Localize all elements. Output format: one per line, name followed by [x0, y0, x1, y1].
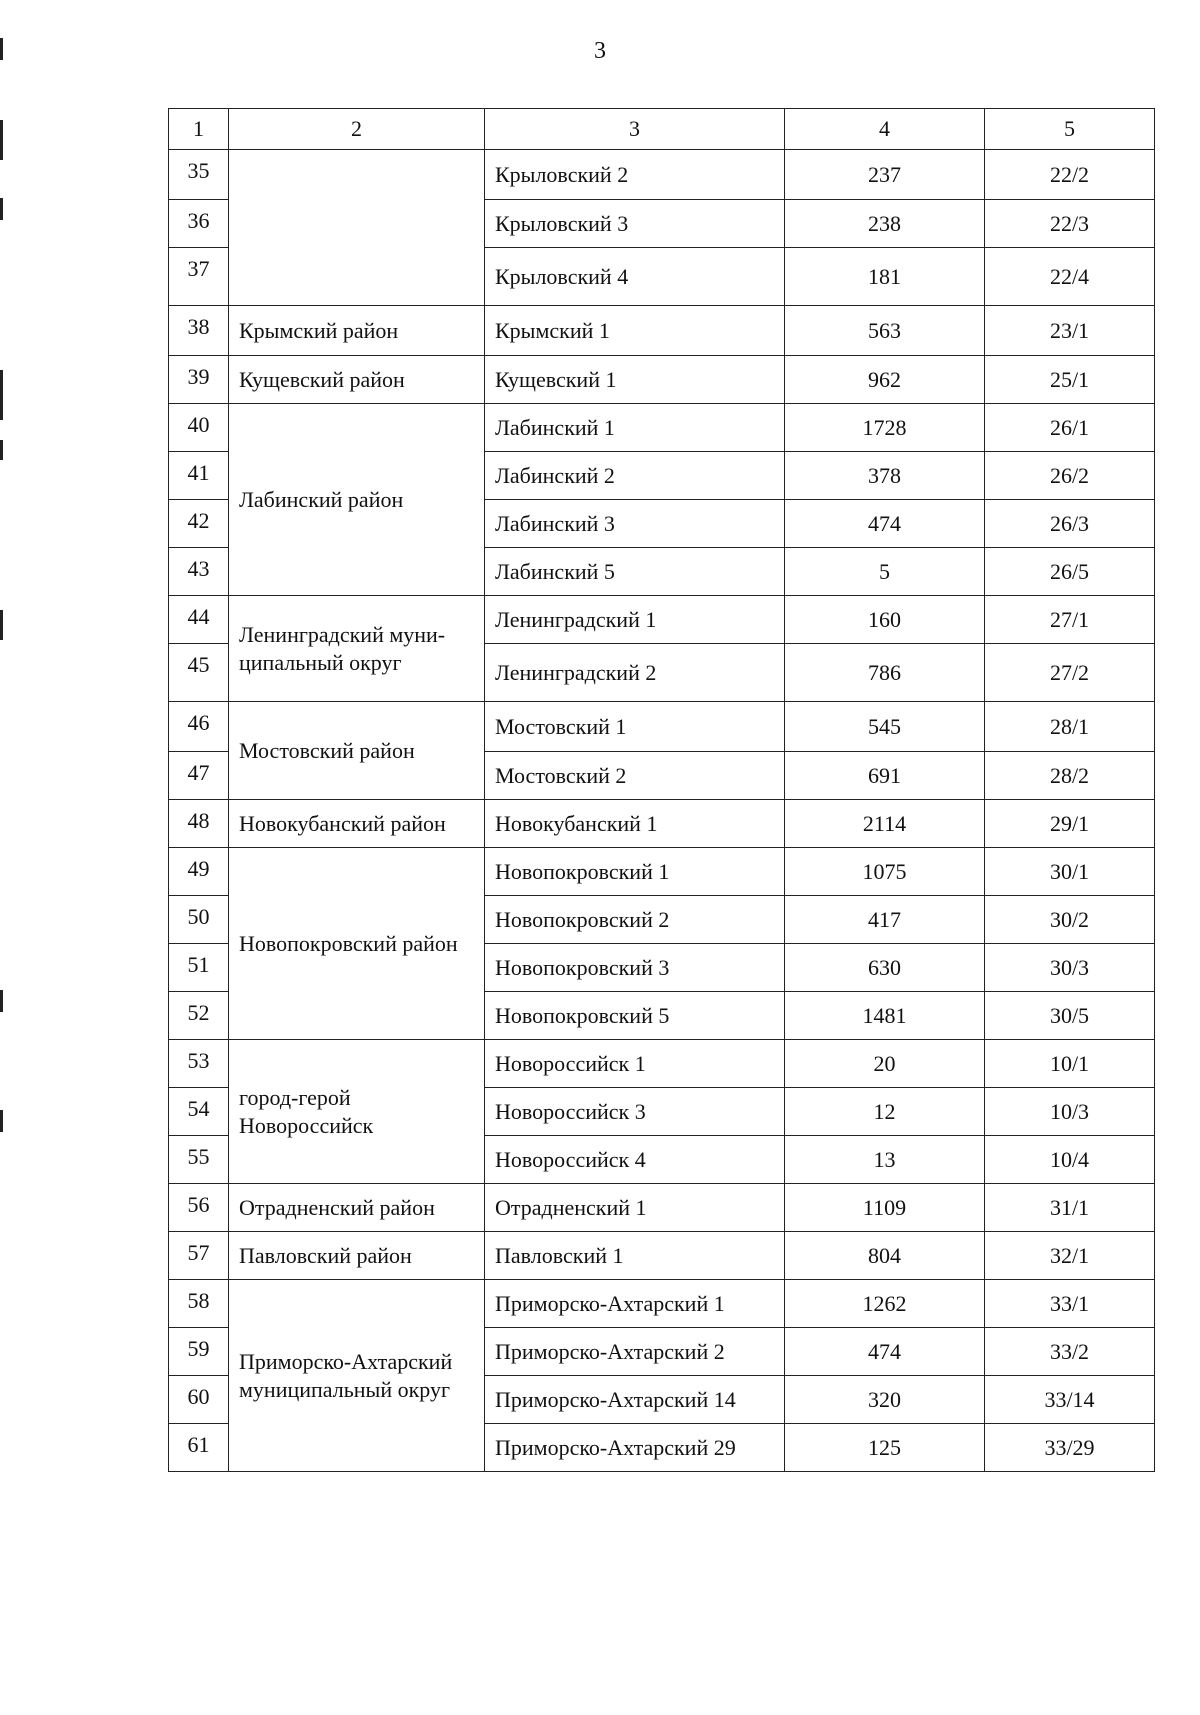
station-name-cell: Мостовский 1	[485, 702, 785, 752]
table-row	[169, 800, 1155, 848]
code-cell: 26/3	[985, 500, 1155, 548]
row-number-cell: 47	[169, 752, 229, 800]
scan-edge-mark	[0, 370, 3, 420]
station-name-cell: Отрадненский 1	[485, 1184, 785, 1232]
code-cell: 28/1	[985, 702, 1155, 752]
station-name-cell: Новокубанский 1	[485, 800, 785, 848]
station-name-cell: Павловский 1	[485, 1232, 785, 1280]
header-cell: 2	[229, 109, 485, 150]
count-cell: 12	[785, 1088, 985, 1136]
row-number-cell: 58	[169, 1280, 229, 1328]
code-cell: 30/2	[985, 896, 1155, 944]
code-cell: 32/1	[985, 1232, 1155, 1280]
count-cell: 417	[785, 896, 985, 944]
row-number-cell: 53	[169, 1040, 229, 1088]
row-number-cell: 36	[169, 200, 229, 248]
station-name-cell: Новопокровский 5	[485, 992, 785, 1040]
district-table	[168, 108, 1155, 1472]
code-cell: 30/3	[985, 944, 1155, 992]
row-number-cell: 38	[169, 306, 229, 356]
code-cell: 26/2	[985, 452, 1155, 500]
row-number-cell: 41	[169, 452, 229, 500]
code-cell: 25/1	[985, 356, 1155, 404]
row-number-cell: 35	[169, 150, 229, 200]
page-number: 3	[594, 38, 606, 64]
row-number-cell: 39	[169, 356, 229, 404]
table-row	[169, 702, 1155, 752]
code-cell: 10/4	[985, 1136, 1155, 1184]
station-name-cell: Лабинский 3	[485, 500, 785, 548]
count-cell: 2114	[785, 800, 985, 848]
table-row	[169, 596, 1155, 644]
table-row	[169, 1280, 1155, 1328]
count-cell: 545	[785, 702, 985, 752]
station-name-cell: Кущевский 1	[485, 356, 785, 404]
code-cell: 33/14	[985, 1376, 1155, 1424]
code-cell: 10/1	[985, 1040, 1155, 1088]
count-cell: 20	[785, 1040, 985, 1088]
station-name-cell: Приморско-Ахтарский 29	[485, 1424, 785, 1472]
station-name-cell: Лабинский 5	[485, 548, 785, 596]
station-name-cell: Новороссийск 1	[485, 1040, 785, 1088]
district-cell: Отрадненский район	[229, 1184, 485, 1232]
table-row	[169, 1040, 1155, 1088]
district-cell: Новокубанский район	[229, 800, 485, 848]
station-name-cell: Крыловский 2	[485, 150, 785, 200]
station-name-cell: Приморско-Ахтарский 1	[485, 1280, 785, 1328]
table-row	[169, 404, 1155, 452]
count-cell: 320	[785, 1376, 985, 1424]
station-name-cell: Приморско-Ахтарский 2	[485, 1328, 785, 1376]
scan-edge-mark	[0, 198, 3, 220]
district-cell: Приморско-Ахтарский муниципальный округ	[229, 1280, 485, 1472]
code-cell: 27/1	[985, 596, 1155, 644]
count-cell: 160	[785, 596, 985, 644]
count-cell: 786	[785, 644, 985, 702]
district-cell: Ленинградский муни-ципальный округ	[229, 596, 485, 702]
scan-edge-mark	[0, 440, 3, 460]
table-row	[169, 356, 1155, 404]
code-cell: 26/5	[985, 548, 1155, 596]
code-cell: 22/4	[985, 248, 1155, 306]
code-cell: 31/1	[985, 1184, 1155, 1232]
count-cell: 804	[785, 1232, 985, 1280]
count-cell: 563	[785, 306, 985, 356]
district-cell: Крымский район	[229, 306, 485, 356]
header-cell: 1	[169, 109, 229, 150]
station-name-cell: Крыловский 3	[485, 200, 785, 248]
count-cell: 1262	[785, 1280, 985, 1328]
row-number-cell: 54	[169, 1088, 229, 1136]
header-row	[169, 109, 1155, 150]
count-cell: 691	[785, 752, 985, 800]
scan-edge-mark	[0, 610, 3, 640]
count-cell: 1075	[785, 848, 985, 896]
count-cell: 1481	[785, 992, 985, 1040]
row-number-cell: 55	[169, 1136, 229, 1184]
row-number-cell: 59	[169, 1328, 229, 1376]
code-cell: 33/29	[985, 1424, 1155, 1472]
table-body	[169, 150, 1155, 1472]
code-cell: 33/2	[985, 1328, 1155, 1376]
header-cell: 5	[985, 109, 1155, 150]
code-cell: 29/1	[985, 800, 1155, 848]
count-cell: 962	[785, 356, 985, 404]
station-name-cell: Крыловский 4	[485, 248, 785, 306]
code-cell: 10/3	[985, 1088, 1155, 1136]
count-cell: 474	[785, 1328, 985, 1376]
district-cell: Мостовский район	[229, 702, 485, 800]
count-cell: 13	[785, 1136, 985, 1184]
row-number-cell: 45	[169, 644, 229, 702]
scan-edge-mark	[0, 990, 3, 1012]
station-name-cell: Лабинский 1	[485, 404, 785, 452]
row-number-cell: 44	[169, 596, 229, 644]
station-name-cell: Лабинский 2	[485, 452, 785, 500]
station-name-cell: Новороссийск 4	[485, 1136, 785, 1184]
code-cell: 30/1	[985, 848, 1155, 896]
station-name-cell: Новопокровский 1	[485, 848, 785, 896]
table-row	[169, 306, 1155, 356]
count-cell: 5	[785, 548, 985, 596]
count-cell: 474	[785, 500, 985, 548]
count-cell: 237	[785, 150, 985, 200]
header-cell: 3	[485, 109, 785, 150]
code-cell: 33/1	[985, 1280, 1155, 1328]
count-cell: 238	[785, 200, 985, 248]
station-name-cell: Мостовский 2	[485, 752, 785, 800]
row-number-cell: 57	[169, 1232, 229, 1280]
district-cell: город-герой Новороссийск	[229, 1040, 485, 1184]
row-number-cell: 60	[169, 1376, 229, 1424]
count-cell: 378	[785, 452, 985, 500]
count-cell: 125	[785, 1424, 985, 1472]
row-number-cell: 42	[169, 500, 229, 548]
district-cell: Новопокровский район	[229, 848, 485, 1040]
row-number-cell: 50	[169, 896, 229, 944]
code-cell: 26/1	[985, 404, 1155, 452]
row-number-cell: 61	[169, 1424, 229, 1472]
station-name-cell: Новопокровский 2	[485, 896, 785, 944]
row-number-cell: 48	[169, 800, 229, 848]
station-name-cell: Новопокровский 3	[485, 944, 785, 992]
code-cell: 28/2	[985, 752, 1155, 800]
table-row	[169, 1184, 1155, 1232]
station-name-cell: Приморско-Ахтарский 14	[485, 1376, 785, 1424]
station-name-cell: Ленинградский 1	[485, 596, 785, 644]
district-cell: Павловский район	[229, 1232, 485, 1280]
row-number-cell: 43	[169, 548, 229, 596]
row-number-cell: 46	[169, 702, 229, 752]
district-cell	[229, 150, 485, 306]
count-cell: 1728	[785, 404, 985, 452]
count-cell: 181	[785, 248, 985, 306]
station-name-cell: Новороссийск 3	[485, 1088, 785, 1136]
code-cell: 22/2	[985, 150, 1155, 200]
row-number-cell: 56	[169, 1184, 229, 1232]
code-cell: 27/2	[985, 644, 1155, 702]
scan-edge-mark	[0, 1110, 3, 1132]
code-cell: 22/3	[985, 200, 1155, 248]
code-cell: 23/1	[985, 306, 1155, 356]
scan-edge-mark	[0, 120, 3, 160]
row-number-cell: 52	[169, 992, 229, 1040]
header-cell: 4	[785, 109, 985, 150]
count-cell: 1109	[785, 1184, 985, 1232]
district-cell: Кущевский район	[229, 356, 485, 404]
district-cell: Лабинский район	[229, 404, 485, 596]
row-number-cell: 37	[169, 248, 229, 306]
count-cell: 630	[785, 944, 985, 992]
station-name-cell: Крымский 1	[485, 306, 785, 356]
row-number-cell: 51	[169, 944, 229, 992]
row-number-cell: 40	[169, 404, 229, 452]
table-row	[169, 150, 1155, 200]
row-number-cell: 49	[169, 848, 229, 896]
table-row	[169, 1232, 1155, 1280]
station-name-cell: Ленинградский 2	[485, 644, 785, 702]
table-row	[169, 848, 1155, 896]
code-cell: 30/5	[985, 992, 1155, 1040]
